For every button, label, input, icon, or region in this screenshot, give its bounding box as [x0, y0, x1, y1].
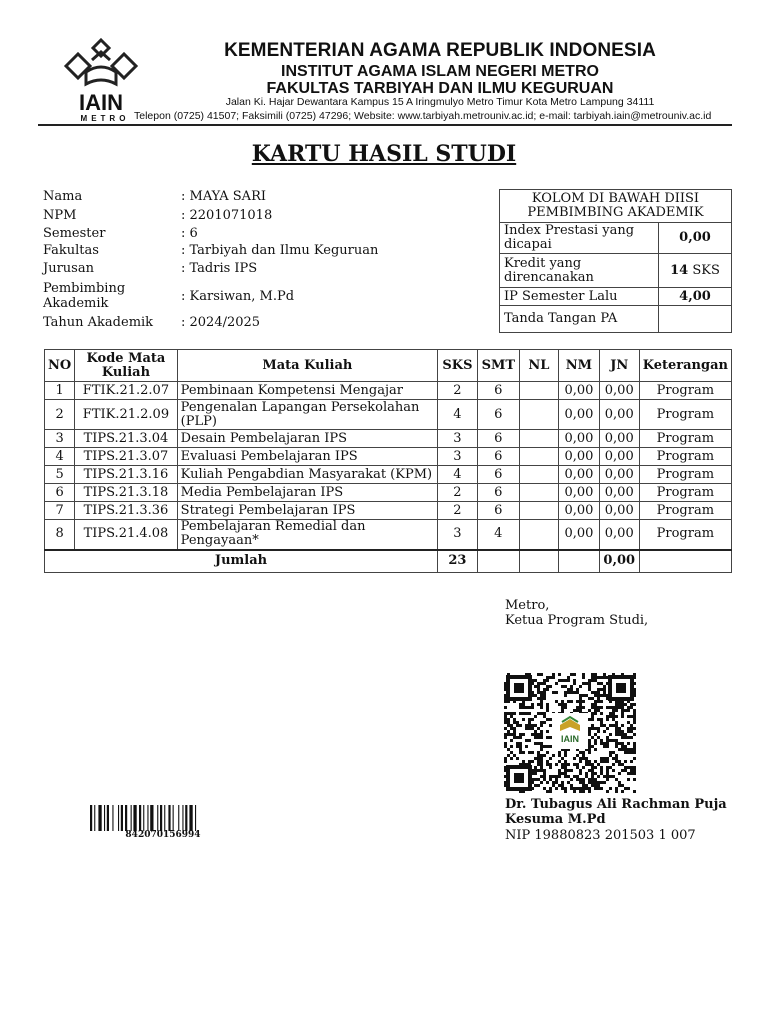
total-row	[45, 550, 732, 573]
cell-kode: TIPS.21.3.18	[75, 484, 177, 502]
col-mata-kuliah: Mata Kuliah	[177, 350, 437, 382]
cell-nl	[519, 430, 558, 448]
label-tahun-akademik: Tahun Akademik	[43, 315, 154, 330]
kredit-label: Kredit yang direncanakan	[500, 254, 659, 288]
kredit-value: 14	[670, 262, 689, 278]
address-line: Jalan Ki. Hajar Dewantara Kampus 15 A Iringmulyo Metro Timur Kota Metro Lampung 34111	[225, 96, 655, 108]
header-rule	[38, 124, 732, 126]
label-jurusan: Jurusan	[43, 261, 94, 276]
signer-name: Dr. Tubagus Ali Rachman Puja Kesuma M.Pd	[505, 797, 727, 827]
cell-mata-kuliah: Pembinaan Kompetensi Mengajar	[177, 382, 437, 400]
cell-sks: 2	[438, 382, 478, 400]
logo-text: IAIN	[79, 90, 123, 115]
cell-smt: 6	[477, 466, 519, 484]
signer-nip: NIP 19880823 201503 1 007	[505, 828, 696, 843]
label-npm: NPM	[43, 208, 77, 223]
kredit-cell	[659, 254, 732, 288]
cell-mata-kuliah: Media Pembelajaran IPS	[177, 484, 437, 502]
cell-jn: 0,00	[599, 400, 639, 430]
table-row	[45, 466, 732, 484]
cell-nm: 0,00	[559, 484, 600, 502]
cell-nm: 0,00	[559, 430, 600, 448]
cell-smt: 6	[477, 400, 519, 430]
logo-subtext: METRO	[80, 114, 130, 122]
label-pembimbing: Pembimbing Akademik	[43, 281, 126, 311]
ips-label: IP Semester Lalu	[500, 288, 659, 306]
faculty-name: FAKULTAS TARBIYAH DAN ILMU KEGURUAN	[266, 80, 614, 97]
cell-sks: 2	[438, 484, 478, 502]
cell-keterangan: Program	[639, 400, 731, 430]
cell-nm: 0,00	[559, 448, 600, 466]
value-pembimbing: : Karsiwan, M.Pd	[181, 289, 295, 304]
total-smt	[477, 550, 519, 573]
cell-jn: 0,00	[599, 448, 639, 466]
col-nl: NL	[519, 350, 558, 382]
sign-role: Ketua Program Studi,	[505, 613, 649, 628]
cell-sks: 3	[438, 520, 478, 550]
ministry-name: KEMENTERIAN AGAMA REPUBLIK INDONESIA	[224, 40, 656, 61]
cell-keterangan: Program	[639, 502, 731, 520]
col-jn: JN	[599, 350, 639, 382]
cell-smt: 6	[477, 430, 519, 448]
cell-sks: 2	[438, 502, 478, 520]
cell-sks: 4	[438, 466, 478, 484]
cell-jn: 0,00	[599, 466, 639, 484]
table-row	[45, 400, 732, 430]
cell-nl	[519, 448, 558, 466]
cell-mata-kuliah: Strategi Pembelajaran IPS	[177, 502, 437, 520]
table-row	[45, 382, 732, 400]
col-smt: SMT	[477, 350, 519, 382]
cell-jn: 0,00	[599, 520, 639, 550]
cell-no: 3	[45, 430, 75, 448]
cell-jn: 0,00	[599, 382, 639, 400]
cell-mata-kuliah: Pengenalan Lapangan Persekolahan (PLP)	[177, 400, 437, 430]
cell-nm: 0,00	[559, 520, 600, 550]
cell-nm: 0,00	[559, 502, 600, 520]
col-keterangan: Keterangan	[639, 350, 731, 382]
cell-keterangan: Program	[639, 448, 731, 466]
table-row	[45, 448, 732, 466]
cell-nl	[519, 466, 558, 484]
cell-mata-kuliah: Kuliah Pengabdian Masyarakat (KPM)	[177, 466, 437, 484]
cell-nm: 0,00	[559, 400, 600, 430]
cell-no: 2	[45, 400, 75, 430]
label-fakultas: Fakultas	[43, 243, 99, 258]
cell-nm: 0,00	[559, 382, 600, 400]
cell-keterangan: Program	[639, 382, 731, 400]
table-row	[45, 502, 732, 520]
table-row	[45, 430, 732, 448]
cell-nm: 0,00	[559, 466, 600, 484]
total-jn: 0,00	[599, 550, 639, 573]
cell-sks: 4	[438, 400, 478, 430]
cell-no: 4	[45, 448, 75, 466]
course-table	[44, 349, 732, 573]
cell-smt: 4	[477, 520, 519, 550]
label-nama: Nama	[43, 189, 83, 204]
ips-value: 4,00	[659, 288, 732, 306]
pa-box	[499, 189, 732, 333]
cell-nl	[519, 400, 558, 430]
cell-keterangan: Program	[639, 520, 731, 550]
value-nama: : MAYA SARI	[181, 189, 266, 204]
label-semester: Semester	[43, 226, 106, 241]
total-keterangan	[639, 550, 731, 573]
cell-jn: 0,00	[599, 484, 639, 502]
cell-nl	[519, 520, 558, 550]
cell-smt: 6	[477, 502, 519, 520]
cell-kode: TIPS.21.3.07	[75, 448, 177, 466]
cell-smt: 6	[477, 382, 519, 400]
value-tahun-akademik: : 2024/2025	[181, 315, 261, 330]
total-sks: 23	[438, 550, 478, 573]
barcode-number: 842070156994	[125, 830, 201, 840]
qr-logo-text: IAIN	[561, 734, 579, 744]
col-no: NO	[45, 350, 75, 382]
cell-jn: 0,00	[599, 430, 639, 448]
cell-nl	[519, 484, 558, 502]
cell-keterangan: Program	[639, 466, 731, 484]
kredit-unit: SKS	[688, 262, 720, 278]
cell-keterangan: Program	[639, 430, 731, 448]
pa-heading: KOLOM DI BAWAH DIISI PEMBIMBING AKADEMIK	[500, 190, 732, 223]
cell-no: 5	[45, 466, 75, 484]
table-row	[45, 484, 732, 502]
col-nm: NM	[559, 350, 600, 382]
qr-code	[504, 673, 636, 793]
total-label: Jumlah	[45, 550, 438, 573]
cell-kode: TIPS.21.3.36	[75, 502, 177, 520]
value-semester: : 6	[181, 226, 198, 241]
cell-no: 1	[45, 382, 75, 400]
value-jurusan: : Tadris IPS	[181, 261, 258, 276]
institute-name: INSTITUT AGAMA ISLAM NEGERI METRO	[281, 63, 599, 80]
cell-sks: 3	[438, 448, 478, 466]
cell-smt: 6	[477, 448, 519, 466]
cell-keterangan: Program	[639, 484, 731, 502]
cell-kode: TIPS.21.3.16	[75, 466, 177, 484]
total-nm	[559, 550, 600, 573]
cell-kode: TIPS.21.3.04	[75, 430, 177, 448]
value-npm: : 2201071018	[181, 208, 273, 223]
col-sks: SKS	[438, 350, 478, 382]
contact-line: Telepon (0725) 41507; Faksimili (0725) 47296; Website: www.tarbiyah.metrouniv.ac.id; e-mail: tarbiyah.iain@metrouniv.ac.id	[134, 110, 712, 122]
sign-place: Metro,	[505, 598, 550, 613]
cell-kode: TIPS.21.4.08	[75, 520, 177, 550]
document-title: KARTU HASIL STUDI	[251, 141, 517, 167]
cell-smt: 6	[477, 484, 519, 502]
ipk-label: Index Prestasi yang dicapai	[500, 222, 659, 254]
cell-no: 7	[45, 502, 75, 520]
cell-jn: 0,00	[599, 502, 639, 520]
cell-no: 6	[45, 484, 75, 502]
ipk-value: 0,00	[659, 222, 732, 254]
col-kode: Kode Mata Kuliah	[75, 350, 177, 382]
ttd-cell	[659, 306, 732, 333]
cell-kode: FTIK.21.2.07	[75, 382, 177, 400]
cell-mata-kuliah: Desain Pembelajaran IPS	[177, 430, 437, 448]
cell-mata-kuliah: Pembelajaran Remedial dan Pengayaan*	[177, 520, 437, 550]
value-fakultas: : Tarbiyah dan Ilmu Keguruan	[181, 243, 379, 258]
table-row	[45, 520, 732, 550]
cell-sks: 3	[438, 430, 478, 448]
cell-mata-kuliah: Evaluasi Pembelajaran IPS	[177, 448, 437, 466]
cell-kode: FTIK.21.2.09	[75, 400, 177, 430]
cell-nl	[519, 502, 558, 520]
cell-nl	[519, 382, 558, 400]
iain-logo	[56, 38, 146, 122]
barcode	[88, 805, 238, 833]
ttd-label: Tanda Tangan PA	[500, 306, 659, 333]
total-nl	[519, 550, 558, 573]
cell-no: 8	[45, 520, 75, 550]
